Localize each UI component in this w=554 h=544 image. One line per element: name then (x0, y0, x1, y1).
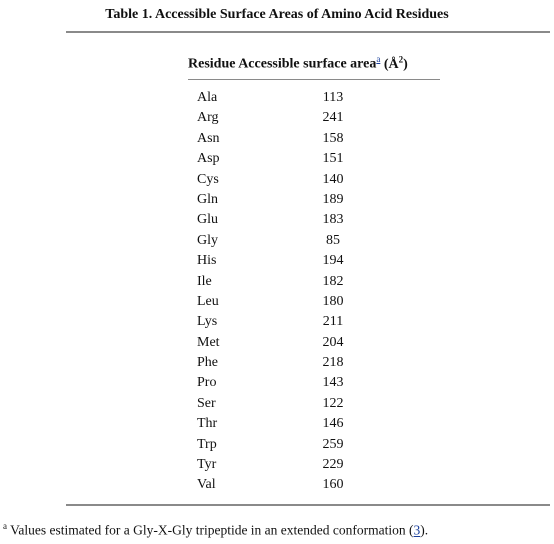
area-cell: 194 (322, 253, 344, 269)
residue-cell: His (197, 253, 217, 269)
area-cell: 183 (322, 212, 344, 228)
table-row (0, 108, 554, 128)
area-cell: 211 (322, 314, 344, 330)
table-top-rule (66, 31, 550, 33)
area-cell: 241 (322, 110, 344, 126)
table-row (0, 251, 554, 271)
table-row (0, 455, 554, 475)
table-footnote (3, 517, 428, 540)
residue-cell: Trp (197, 436, 217, 452)
footnote-text: Values estimated for a Gly-X-Gly tripeptide in an extended conformation ( (7, 522, 414, 538)
residue-cell: Ser (197, 395, 216, 411)
area-cell: 218 (322, 355, 344, 371)
header-residue: Residue (188, 56, 236, 72)
table-row (0, 414, 554, 434)
residue-cell: Glu (197, 212, 218, 228)
table-header-rule (188, 79, 440, 80)
table-row (0, 149, 554, 169)
header-area: Accessible surface area (238, 56, 377, 72)
header-unit (383, 54, 408, 72)
footnote-reference-link[interactable]: 3 (413, 522, 421, 538)
table-row (0, 88, 554, 108)
table-row (0, 292, 554, 312)
header-unit-exponent: 2 (398, 54, 404, 64)
area-cell: 122 (322, 395, 344, 411)
table-row (0, 272, 554, 292)
table-row (0, 373, 554, 393)
residue-cell: Cys (197, 171, 219, 187)
area-cell: 158 (322, 130, 344, 146)
residue-cell: Lys (197, 314, 218, 330)
table-row (0, 170, 554, 190)
table-bottom-rule (66, 504, 550, 506)
area-cell: 160 (322, 477, 344, 493)
residue-cell: Asn (197, 130, 220, 146)
table-row (0, 312, 554, 332)
residue-cell: Thr (197, 416, 218, 432)
footnote-end: ). (420, 522, 429, 538)
area-cell: 229 (322, 457, 344, 473)
area-cell: 180 (322, 293, 344, 309)
header-footnote-link[interactable]: a (376, 54, 381, 64)
table-row (0, 210, 554, 230)
area-cell: 259 (322, 436, 344, 452)
table-header-row (188, 50, 408, 74)
residue-cell: Leu (197, 293, 219, 309)
table-row (0, 435, 554, 455)
table-body (0, 88, 554, 496)
header-unit-open: (Å (383, 56, 399, 72)
area-cell: 146 (322, 416, 344, 432)
table-row (0, 190, 554, 210)
area-cell: 189 (322, 191, 344, 207)
residue-cell: Tyr (197, 457, 217, 473)
table-row (0, 129, 554, 149)
residue-cell: Asp (197, 151, 220, 167)
footnote-marker: a (3, 521, 7, 531)
residue-cell: Gln (197, 191, 218, 207)
residue-cell: Ile (197, 273, 212, 289)
area-cell: 113 (322, 90, 344, 105)
table-row (0, 333, 554, 353)
area-cell: 85 (326, 232, 340, 248)
residue-cell: Met (197, 334, 220, 350)
area-cell: 140 (322, 171, 344, 187)
table-row (0, 475, 554, 495)
area-cell: 182 (322, 273, 344, 289)
residue-cell: Pro (197, 375, 217, 391)
residue-cell: Phe (197, 355, 218, 371)
table-caption: Table 1. Accessible Surface Areas of Amino Acid Residues (105, 7, 449, 22)
residue-cell: Val (197, 477, 216, 493)
table-row (0, 231, 554, 251)
table-row (0, 353, 554, 373)
residue-cell: Ala (197, 90, 218, 105)
residue-cell: Arg (197, 110, 219, 126)
header-unit-close: ) (403, 56, 408, 72)
area-cell: 143 (322, 375, 344, 391)
area-cell: 151 (322, 151, 344, 167)
table-row (0, 394, 554, 414)
area-cell: 204 (322, 334, 344, 350)
residue-cell: Gly (197, 232, 218, 248)
